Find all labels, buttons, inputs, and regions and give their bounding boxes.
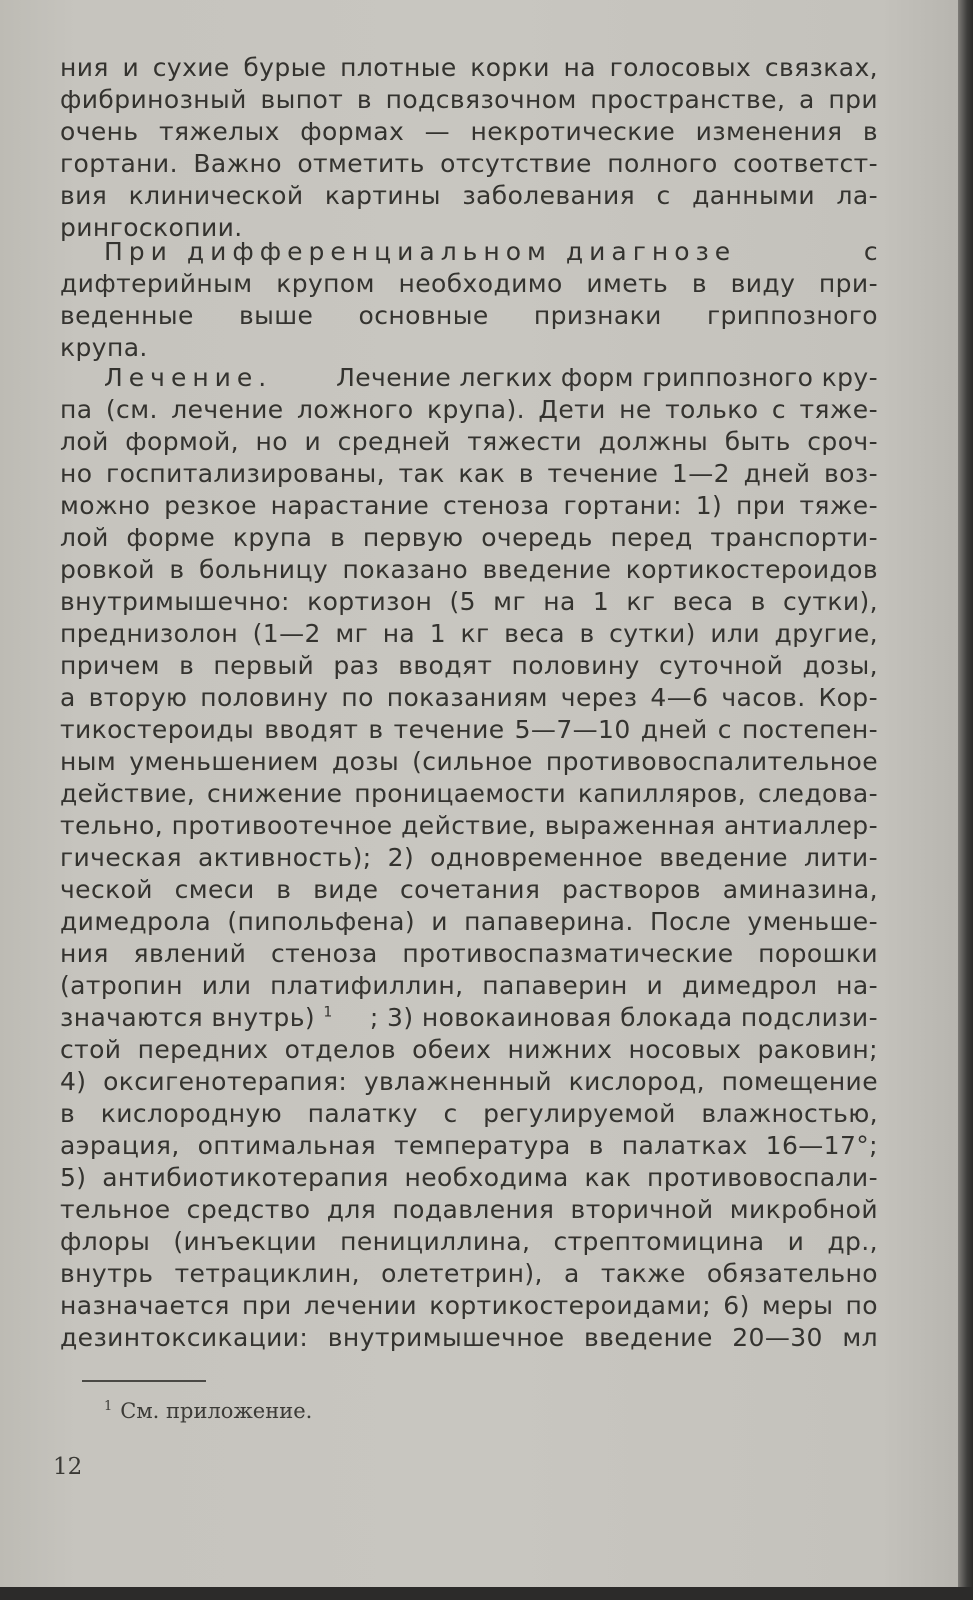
text-line: крупа. [60,333,148,362]
text-fragment: ; 3) новокаиновая блокада подслизи- [369,1003,878,1032]
text-line: лой форме крупа в первую очередь перед транспорти- [60,523,878,552]
text-line: ровкой в больницу показано введение кортикостероидов [60,555,878,584]
text-line: дезинтоксикации: внутримышечное введение 20—30 мл [60,1323,878,1352]
text-line: ческой смеси в виде сочетания растворов аминазина, [60,875,878,904]
text-line: ным уменьшением дозы (сильное противовоспалительное [60,747,878,776]
text-line: ния и сухие бурые плотные корки на голосовых связках, [60,53,878,82]
footnote-text: См. приложение. [120,1399,313,1423]
text-fragment: с [863,237,878,266]
text-line: ния явлений стеноза противоспазматические порошки [60,939,878,968]
page-edge-shadow [958,0,973,1600]
text-line: преднизолон (1—2 мг на 1 кг веса в сутки) или другие, [60,619,878,648]
text-line: можно резкое нарастание стеноза гортани: 1) при тяже- [60,491,878,520]
footnote [104,1393,312,1425]
text-line: тельно, противоотечное действие, выраженная антиаллер- [60,811,878,840]
text-line: веденные выше основные признаки гриппозного [60,301,878,330]
text-line: лой формой, но и средней тяжести должны быть сроч- [60,427,878,456]
text-line: причем в первый раз вводят половину суточной дозы, [60,651,878,680]
text-line: тикостероиды вводят в течение 5—7—10 дней с постепен- [60,715,878,744]
text-fragment [60,1002,333,1034]
footnote-ref-line [60,1002,878,1034]
text-line: па (см. лечение ложного крупа). Дети не только с тяже- [60,395,878,424]
text-line: а вторую половину по показаниям через 4—6 часов. Кор- [60,683,878,712]
text-line: 4) оксигенотерапия: увлажненный кислород, помещение [60,1067,878,1096]
treatment-heading: Лечение. [104,363,273,392]
text-fragment: Лечение легких форм гриппозного кру- [336,363,878,392]
text-line: гортани. Важно отметить отсутствие полного соответст- [60,149,878,178]
text-line: фибринозный выпот в подсвязочном пространстве, а при [60,85,878,114]
text-line: дифтерийным крупом необходимо иметь в виду при- [60,269,878,298]
text-line: действие, снижение проницаемости капилляров, следова- [60,779,878,808]
treatment-heading-line [104,362,878,394]
text-line: внутримышечно: кортизон (5 мг на 1 кг веса в сутки), [60,587,878,616]
text-line: рингоскопии. [60,213,243,242]
text-line: 5) антибиотикотерапия необходима как противовоспали- [60,1163,878,1192]
text-line: (атропин или платифиллин, папаверин и димедрол на- [60,971,878,1000]
text-line: димедрола (пипольфена) и папаверина. После уменьше- [60,907,878,936]
text-fragment: значаются внутрь) [60,1003,315,1032]
text-line: вия клинической картины заболевания с данными ла- [60,181,878,210]
page-number: 12 [53,1454,83,1480]
page-bottom-shadow [0,1587,973,1600]
footnote-reference: 1 [323,1004,333,1021]
footnote-mark: 1 [104,1399,113,1414]
text-line: но госпитализированы, так как в течение 1—2 дней воз- [60,459,878,488]
text-line: назначается при лечении кортикостероидами; 6) меры по [60,1291,878,1320]
text-line: аэрация, оптимальная температура в палатках 16—17°; [60,1131,878,1160]
footnote-divider [82,1380,206,1382]
text-line: внутрь тетрациклин, олететрин), а также обязательно [60,1259,878,1288]
diagnosis-heading-line [104,236,878,268]
text-line: в кислородную палатку с регулируемой влажностью, [60,1099,878,1128]
text-line: тельное средство для подавления вторичной микробной [60,1195,878,1224]
diagnosis-heading: При дифференциальном диагнозе [104,237,737,266]
text-line: очень тяжелых формах — некротические изменения в [60,117,878,146]
text-line: гическая активность); 2) одновременное введение лити- [60,843,878,872]
text-line: флоры (инъекции пенициллина, стрептомицина и др., [60,1227,878,1256]
text-line: стой передних отделов обеих нижних носовых раковин; [60,1035,878,1064]
